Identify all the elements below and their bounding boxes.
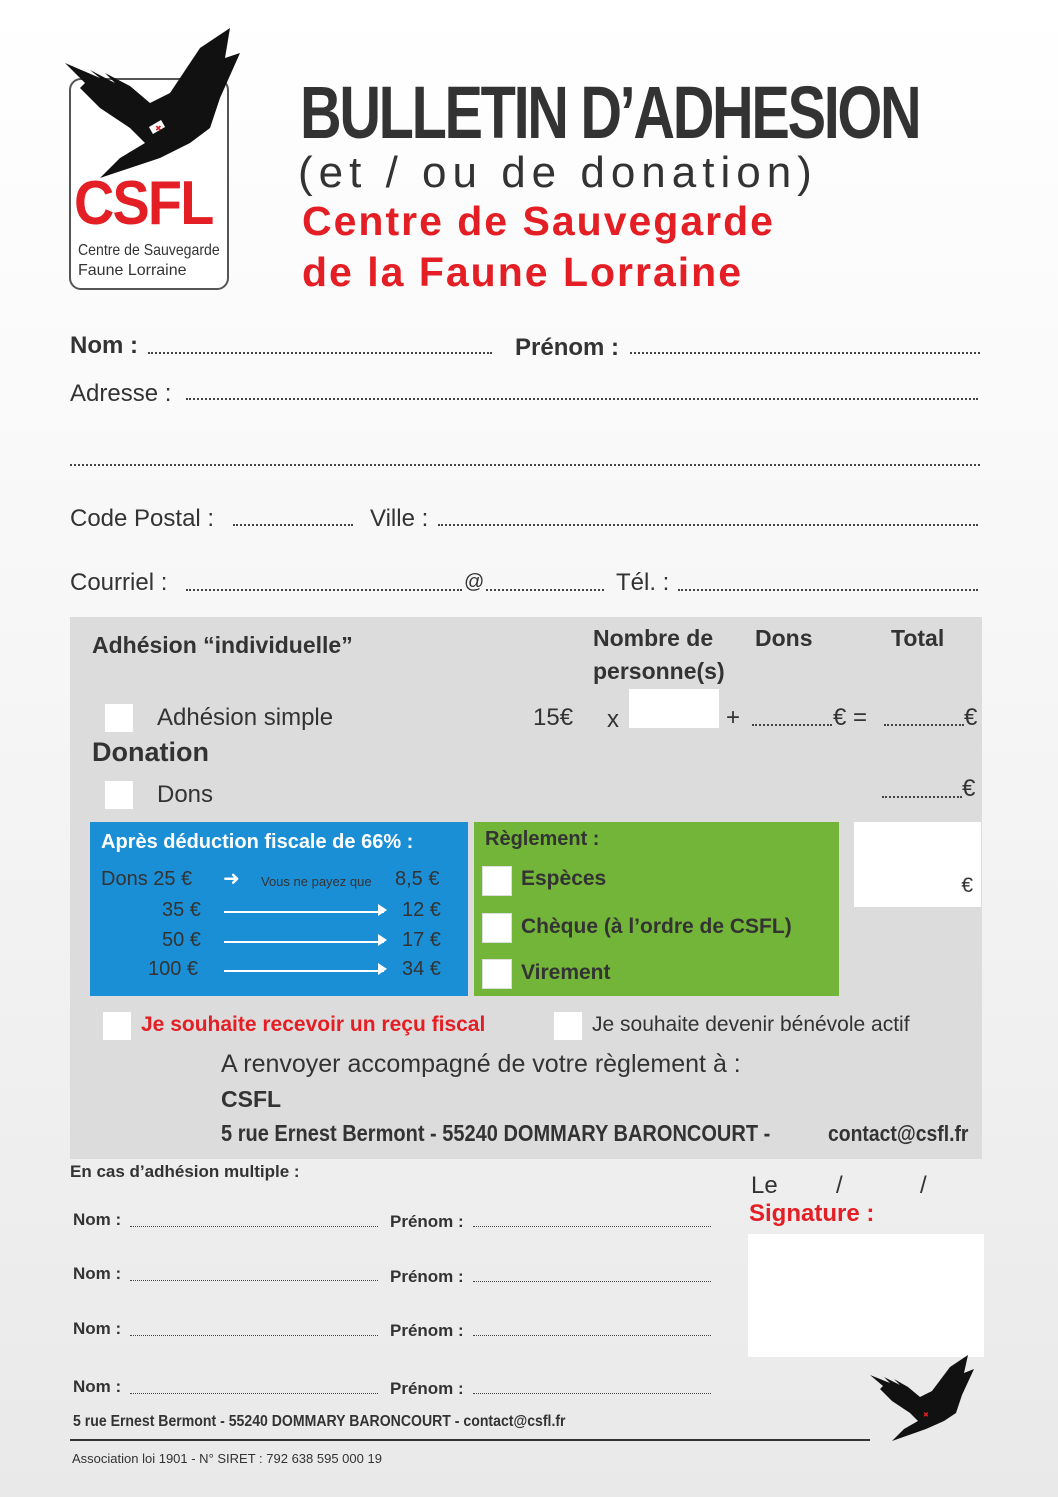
especes-label: Espèces: [521, 867, 607, 890]
total-amount-field[interactable]: [884, 724, 964, 726]
multi-prenom-field[interactable]: [473, 1281, 711, 1282]
arrow-right-icon: [378, 963, 387, 975]
nom-field[interactable]: [148, 352, 492, 354]
arrow-line: [224, 911, 384, 913]
return-name: CSFL: [221, 1086, 282, 1112]
benevole-label: Je souhaite devenir bénévole actif: [592, 1013, 910, 1036]
return-address: 5 rue Ernest Bermont - 55240 DOMMARY BARONCOURT -: [221, 1120, 771, 1146]
arrow-line: [224, 970, 384, 972]
bird-of-prey-icon: [868, 1355, 978, 1445]
multi-prenom-field[interactable]: [473, 1393, 711, 1394]
especes-checkbox[interactable]: [482, 866, 512, 896]
arrow-right-icon: [378, 904, 387, 916]
adhesion-simple-label: Adhésion simple: [157, 704, 334, 731]
virement-label: Virement: [521, 961, 611, 984]
arrow-line: [224, 941, 384, 943]
multi-prenom-field[interactable]: [473, 1335, 711, 1336]
courriel-field-user[interactable]: [186, 589, 462, 591]
signature-label: Signature :: [749, 1200, 875, 1227]
courriel-field-domain[interactable]: [486, 589, 604, 591]
logo-acronym: CSFL: [74, 169, 213, 238]
page-subtitle: (et / ou de donation): [298, 148, 818, 197]
price: 15€: [533, 704, 574, 731]
org-name-line2: de la Faune Lorraine: [302, 249, 743, 295]
code-postal-field[interactable]: [233, 524, 353, 526]
multi-nom-label: Nom :: [73, 1210, 122, 1229]
multi-nom-field[interactable]: [130, 1280, 378, 1281]
footer-legal: Association loi 1901 - N° SIRET : 792 638 595 000 19: [72, 1451, 382, 1466]
multi-prenom-label: Prénom :: [390, 1379, 464, 1398]
cheque-checkbox[interactable]: [482, 913, 512, 943]
adresse-field-line2[interactable]: [70, 464, 980, 466]
tax-row: [90, 958, 468, 986]
dons-amount-field[interactable]: [752, 724, 832, 726]
tax-row: [90, 868, 468, 896]
at-sign: @: [464, 571, 485, 593]
date-label: Le: [751, 1172, 778, 1199]
multi-nom-field[interactable]: [130, 1393, 378, 1394]
nom-label: Nom :: [70, 332, 138, 359]
ville-label: Ville :: [370, 505, 429, 532]
svg-text:✖: ✖: [155, 124, 162, 133]
tel-field[interactable]: [678, 589, 978, 591]
col-total: Total: [891, 625, 945, 651]
tax-deduction-box: [90, 822, 468, 996]
multi-prenom-label: Prénom :: [390, 1267, 464, 1286]
multi-nom-label: Nom :: [73, 1319, 122, 1338]
logo-line1: Centre de Sauvegarde: [78, 242, 220, 259]
membership-heading: Adhésion “individuelle”: [92, 632, 353, 658]
logo: [60, 28, 245, 290]
adresse-field[interactable]: [186, 398, 978, 400]
page-title: BULLETIN D’ADHESION: [300, 71, 920, 154]
donation-heading: Donation: [92, 737, 209, 767]
col-dons: Dons: [755, 625, 813, 651]
euro-equals: € =: [833, 704, 868, 731]
multi-prenom-field[interactable]: [473, 1226, 711, 1227]
return-email[interactable]: contact@csfl.fr: [828, 1121, 969, 1146]
dons-total-euro: €: [962, 775, 976, 802]
ville-field[interactable]: [438, 524, 978, 526]
multi-prenom-label: Prénom :: [390, 1212, 464, 1231]
col-nombre-line2: personne(s): [593, 658, 725, 684]
bird-of-prey-icon: [60, 28, 245, 188]
tel-label: Tél. :: [616, 569, 670, 596]
virement-checkbox[interactable]: [482, 959, 512, 989]
adresse-label: Adresse :: [70, 380, 172, 407]
arrow-right-icon: ➜: [223, 868, 240, 890]
dons-total-field[interactable]: [882, 796, 962, 798]
nombre-personnes-input[interactable]: [629, 689, 719, 728]
svg-text:✖: ✖: [923, 1411, 929, 1419]
arrow-right-icon: [378, 934, 387, 946]
code-postal-label: Code Postal :: [70, 505, 215, 532]
multi-prenom-label: Prénom :: [390, 1321, 464, 1340]
payment-heading: Règlement :: [485, 828, 600, 850]
dons-checkbox[interactable]: [104, 780, 134, 810]
tax-row-pay: 8,5 €: [395, 868, 440, 890]
tax-row-note: Vous ne payez que: [261, 874, 372, 889]
tax-row-pay: 12 €: [402, 899, 441, 921]
multi-nom-field[interactable]: [130, 1335, 378, 1336]
total-payment-input[interactable]: [854, 822, 981, 907]
tax-row-don: Dons 25 €: [101, 868, 193, 890]
multi-nom-field[interactable]: [130, 1226, 378, 1227]
times-sign: x: [607, 706, 619, 733]
plus-sign: +: [726, 704, 741, 731]
adhesion-simple-checkbox[interactable]: [104, 703, 134, 733]
multiple-heading: En cas d’adhésion multiple :: [70, 1162, 300, 1181]
tax-row-don: 35 €: [162, 899, 201, 921]
footer-address: 5 rue Ernest Bermont - 55240 DOMMARY BARONCOURT - contact@csfl.fr: [73, 1413, 566, 1430]
recu-fiscal-label: Je souhaite recevoir un reçu fiscal: [141, 1013, 486, 1036]
date-slash-1: /: [836, 1172, 843, 1199]
tax-row: [90, 899, 468, 927]
signature-box[interactable]: [748, 1234, 984, 1357]
multi-nom-label: Nom :: [73, 1264, 122, 1283]
multi-nom-label: Nom :: [73, 1377, 122, 1396]
footer-rule: [70, 1439, 870, 1441]
col-nombre-line1: Nombre de: [593, 625, 714, 651]
cheque-label: Chèque (à l’ordre de CSFL): [521, 915, 792, 938]
tax-row-pay: 17 €: [402, 929, 441, 951]
org-name-line1: Centre de Sauvegarde: [302, 198, 775, 244]
total-euro: €: [964, 704, 978, 731]
dons-label: Dons: [157, 781, 214, 808]
tax-row-don: 50 €: [162, 929, 201, 951]
logo-line2: Faune Lorraine: [78, 262, 187, 279]
prenom-label: Prénom :: [515, 334, 620, 361]
tax-heading: Après déduction fiscale de 66% :: [101, 831, 414, 853]
tax-row: [90, 929, 468, 957]
date-slash-2: /: [920, 1172, 927, 1199]
courriel-label: Courriel :: [70, 569, 168, 596]
tax-row-don: 100 €: [148, 958, 199, 980]
tax-row-pay: 34 €: [402, 958, 441, 980]
prenom-field[interactable]: [630, 352, 980, 354]
recu-fiscal-checkbox[interactable]: [102, 1011, 132, 1041]
return-intro: A renvoyer accompagné de votre règlement à :: [221, 1050, 741, 1078]
total-payment-euro: €: [961, 874, 973, 897]
benevole-checkbox[interactable]: [553, 1011, 583, 1041]
payment-box: [474, 822, 839, 996]
